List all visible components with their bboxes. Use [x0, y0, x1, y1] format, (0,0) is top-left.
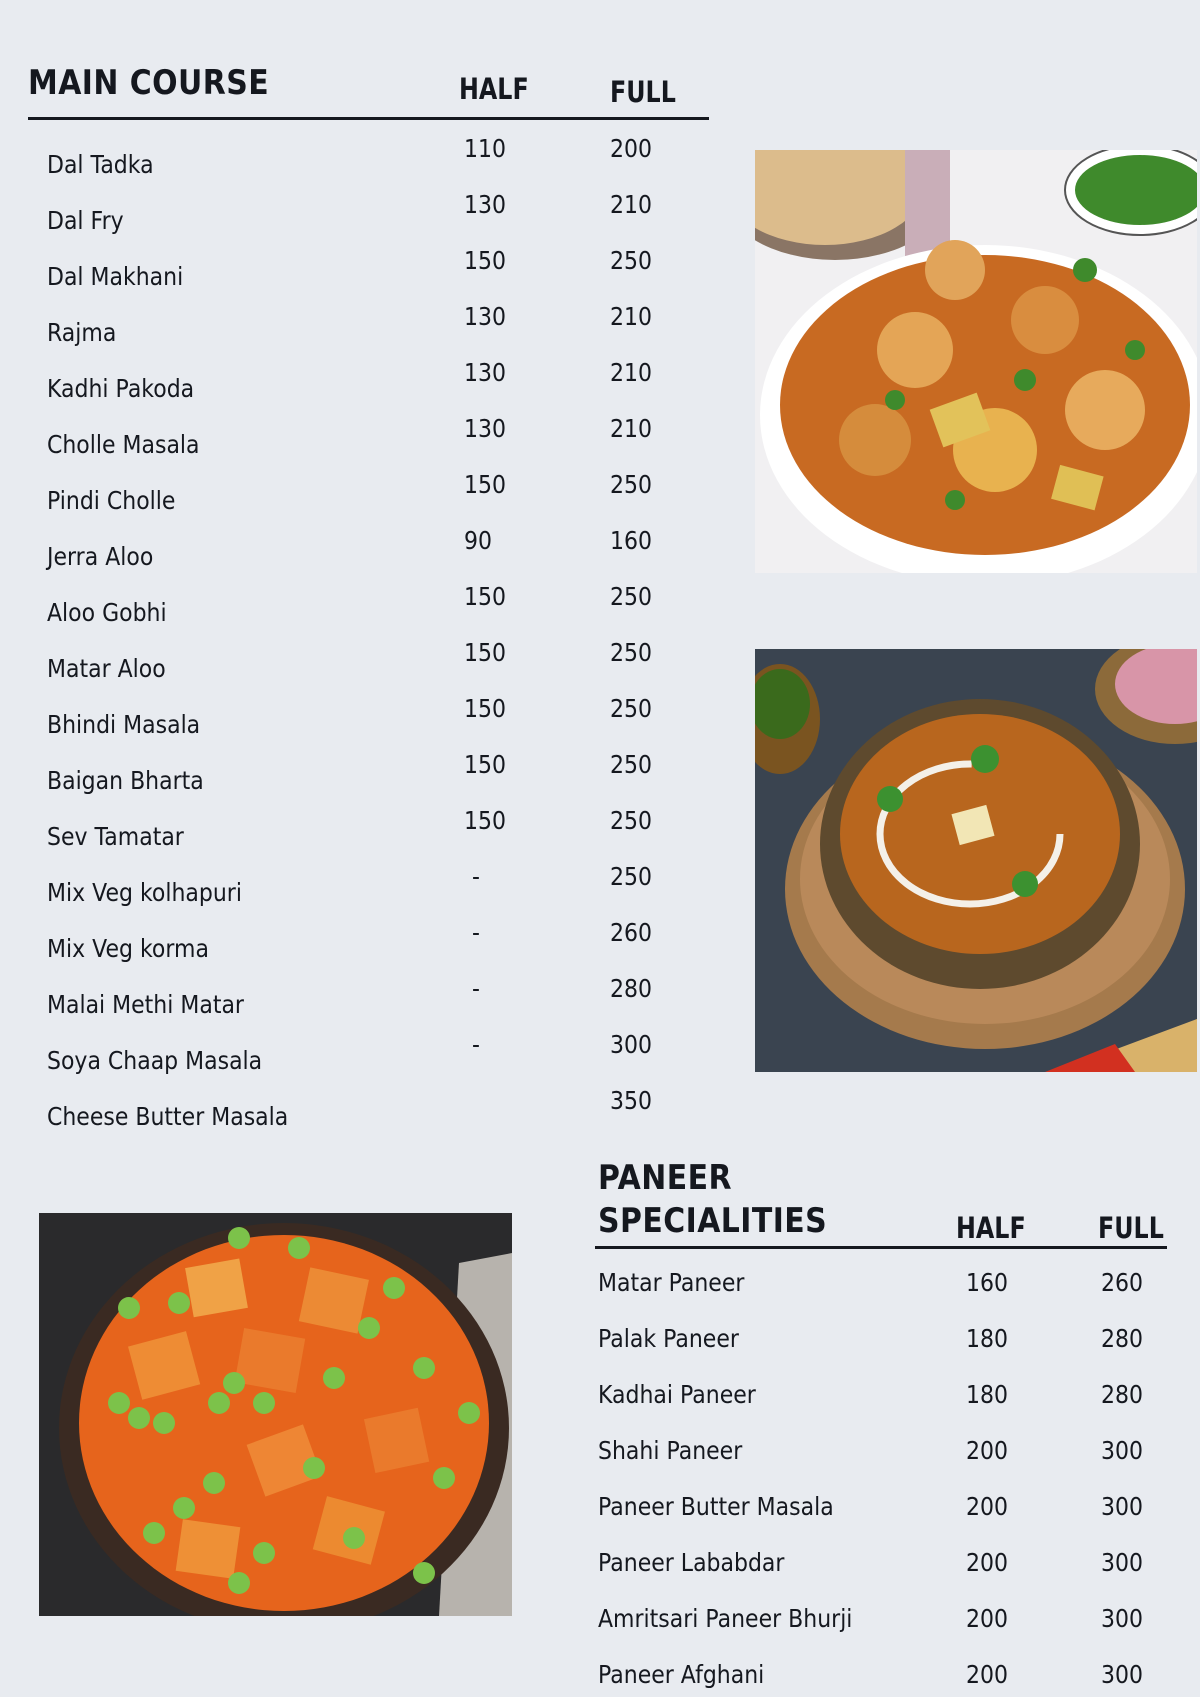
main-course-title: MAIN COURSE [28, 63, 270, 103]
item-name: Cheese Butter Masala [47, 1102, 289, 1131]
item-full-price: 260 [610, 918, 652, 947]
item-half-price: 150 [464, 638, 506, 667]
item-half-price: 150 [464, 694, 506, 723]
item-full-price: 300 [1101, 1604, 1143, 1633]
item-name: Shahi Paneer [598, 1436, 743, 1465]
item-full-price: 160 [610, 526, 652, 555]
paneer-title-line2: SPECIALITIES [598, 1201, 828, 1241]
item-half-price: 200 [966, 1604, 1008, 1633]
paneer-full-header: FULL [1098, 1211, 1164, 1245]
item-name: Kadhi Pakoda [47, 374, 195, 403]
item-half-price: 200 [966, 1548, 1008, 1577]
item-name: Dal Fry [47, 206, 124, 235]
item-name: Soya Chaap Masala [47, 1046, 263, 1075]
item-name: Dal Makhani [47, 262, 184, 291]
item-name: Sev Tamatar [47, 822, 184, 851]
paneer-divider [595, 1246, 1167, 1249]
item-name: Bhindi Masala [47, 710, 201, 739]
item-name: Mix Veg korma [47, 934, 209, 963]
item-name: Matar Paneer [598, 1268, 745, 1297]
aloo-gobhi-photo-icon [755, 150, 1197, 573]
item-name: Aloo Gobhi [47, 598, 167, 627]
item-half-price: 130 [464, 190, 506, 219]
item-half-price: 160 [966, 1268, 1008, 1297]
paneer-half-header: HALF [956, 1211, 1026, 1245]
item-half-price: 150 [464, 470, 506, 499]
item-half-price: - [472, 1030, 480, 1059]
item-half-price: - [472, 918, 480, 947]
item-name: Paneer Afghani [598, 1660, 765, 1689]
paneer-title-line1: PANEER [598, 1158, 732, 1198]
item-half-price: 130 [464, 414, 506, 443]
matar-paneer-photo [39, 1213, 512, 1616]
item-half-price: 200 [966, 1660, 1008, 1689]
item-half-price: - [472, 974, 480, 1003]
item-full-price: 210 [610, 358, 652, 387]
item-name: Paneer Butter Masala [598, 1492, 834, 1521]
dal-makhani-photo-icon [755, 649, 1197, 1072]
main-course-half-header: HALF [459, 72, 529, 106]
item-half-price: 130 [464, 302, 506, 331]
item-full-price: 300 [1101, 1492, 1143, 1521]
item-half-price: 180 [966, 1380, 1008, 1409]
dal-makhani-photo [755, 649, 1197, 1072]
item-name: Cholle Masala [47, 430, 200, 459]
item-full-price: 250 [610, 246, 652, 275]
item-full-price: 280 [610, 974, 652, 1003]
item-half-price: 150 [464, 246, 506, 275]
item-half-price: 150 [464, 582, 506, 611]
item-full-price: 210 [610, 190, 652, 219]
item-full-price: 250 [610, 862, 652, 891]
matar-paneer-photo-icon [39, 1213, 512, 1616]
item-name: Dal Tadka [47, 150, 154, 179]
item-name: Rajma [47, 318, 117, 347]
item-name: Malai Methi Matar [47, 990, 244, 1019]
item-half-price: 200 [966, 1492, 1008, 1521]
item-full-price: 300 [610, 1030, 652, 1059]
item-name: Mix Veg kolhapuri [47, 878, 242, 907]
item-full-price: 280 [1101, 1324, 1143, 1353]
item-full-price: 300 [1101, 1660, 1143, 1689]
item-name: Paneer Lababdar [598, 1548, 785, 1577]
item-full-price: 200 [610, 134, 652, 163]
item-full-price: 350 [610, 1086, 652, 1115]
item-full-price: 210 [610, 414, 652, 443]
item-half-price: - [472, 862, 480, 891]
item-full-price: 260 [1101, 1268, 1143, 1297]
item-full-price: 250 [610, 806, 652, 835]
item-name: Palak Paneer [598, 1324, 739, 1353]
item-full-price: 250 [610, 582, 652, 611]
item-name: Baigan Bharta [47, 766, 204, 795]
item-half-price: 150 [464, 750, 506, 779]
item-full-price: 300 [1101, 1548, 1143, 1577]
item-full-price: 210 [610, 302, 652, 331]
item-half-price: 150 [464, 806, 506, 835]
item-half-price: 90 [464, 526, 492, 555]
item-name: Amritsari Paneer Bhurji [598, 1604, 853, 1633]
item-full-price: 300 [1101, 1436, 1143, 1465]
item-full-price: 280 [1101, 1380, 1143, 1409]
item-full-price: 250 [610, 638, 652, 667]
item-name: Jerra Aloo [47, 542, 154, 571]
item-name: Matar Aloo [47, 654, 166, 683]
item-full-price: 250 [610, 750, 652, 779]
item-half-price: 130 [464, 358, 506, 387]
item-full-price: 250 [610, 694, 652, 723]
item-half-price: 180 [966, 1324, 1008, 1353]
item-name: Kadhai Paneer [598, 1380, 756, 1409]
item-half-price: 200 [966, 1436, 1008, 1465]
item-half-price: 110 [464, 134, 506, 163]
main-course-full-header: FULL [610, 75, 676, 109]
item-full-price: 250 [610, 470, 652, 499]
item-name: Pindi Cholle [47, 486, 176, 515]
aloo-gobhi-photo [755, 150, 1197, 573]
main-course-divider [28, 117, 709, 120]
